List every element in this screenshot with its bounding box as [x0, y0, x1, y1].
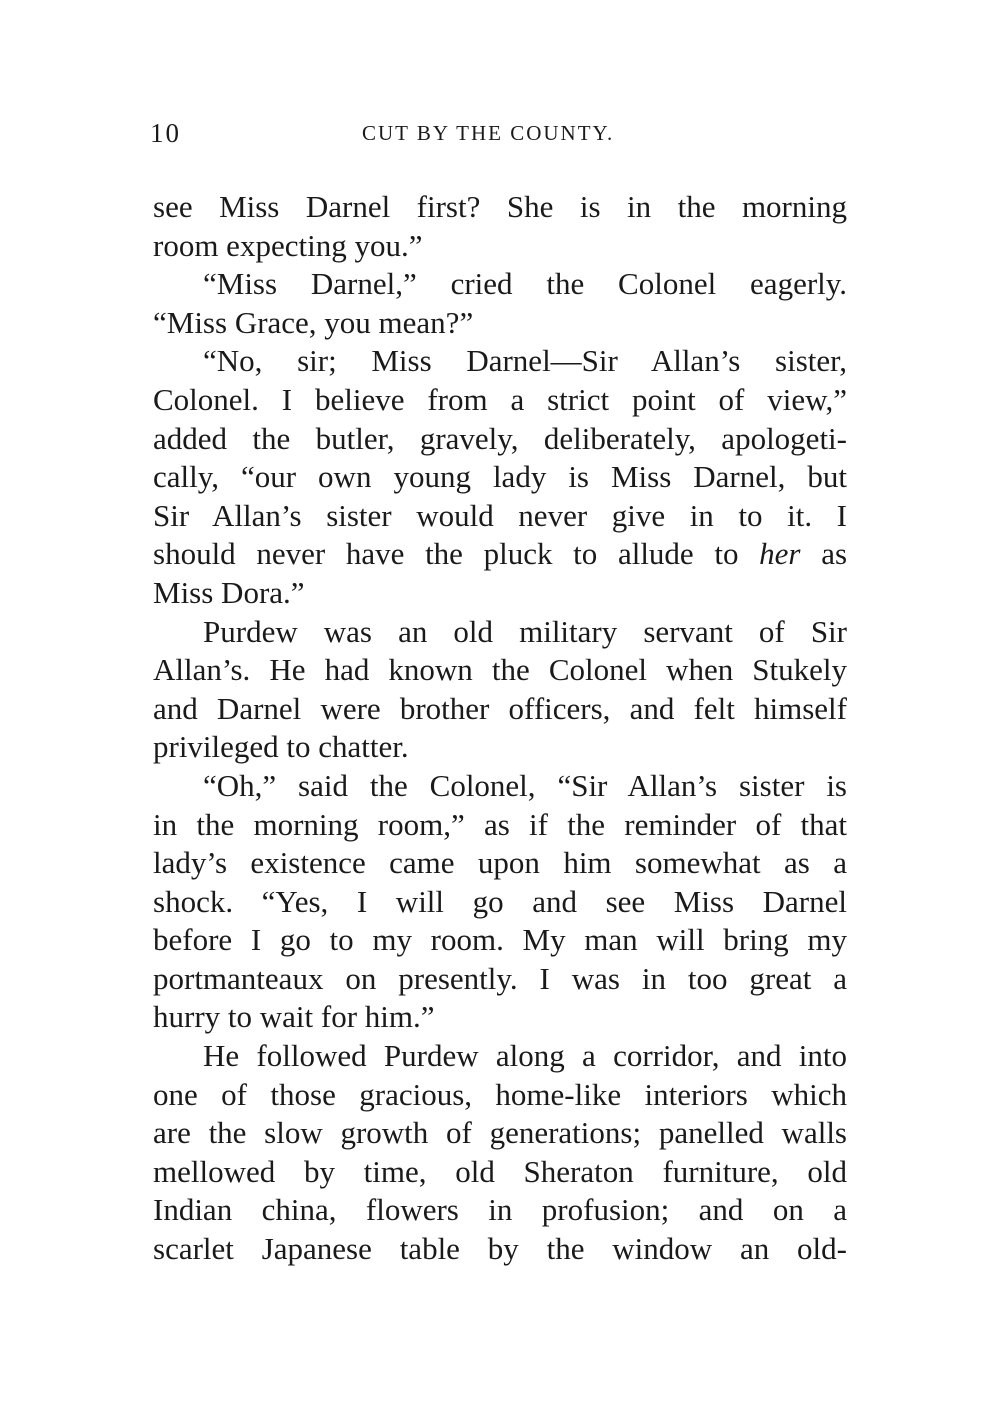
text-line: “No, sir; Miss Darnel—Sir Allan’s sister, [203, 343, 847, 379]
text-line: added the butler, gravely, deliberately, apologeti- [153, 420, 847, 456]
text-line: in the morning room,” as if the reminder of that [153, 806, 847, 842]
text-line: and Darnel were brother officers, and felt himself [153, 690, 847, 726]
text-line: shock. “Yes, I will go and see Miss Darnel [153, 883, 847, 919]
running-title: CUT BY THE COUNTY. [362, 121, 615, 145]
text-line: room expecting you.” [153, 227, 423, 263]
body-text [153, 188, 847, 1269]
text-line: “Miss Grace, you mean?” [153, 304, 474, 340]
text-line: Miss Dora.” [153, 574, 305, 610]
text-line: cally, “our own young lady is Miss Darnel, but [153, 459, 847, 495]
text-line: Allan’s. He had known the Colonel when Stukely [153, 652, 847, 688]
italic-word: her [759, 536, 801, 572]
text-line: Colonel. I believe from a strict point of view,” [153, 381, 847, 417]
text-line: see Miss Darnel first? She is in the morning [153, 189, 847, 224]
text-line: mellowed by time, old Sheraton furniture, old [153, 1153, 847, 1189]
text-line: before I go to my room. My man will bring my [153, 922, 847, 958]
text-line: privileged to chatter. [153, 729, 409, 765]
text-line: scarlet Japanese table by the window an old- [153, 1231, 847, 1267]
text-line: He followed Purdew along a corridor, and into [203, 1038, 847, 1074]
page-number: 10 [150, 118, 181, 148]
text-line: hurry to wait for him.” [153, 999, 435, 1035]
text-line: lady’s existence came upon him somewhat as a [153, 845, 847, 881]
text-line: one of those gracious, home-like interiors which [153, 1076, 847, 1112]
text-line: are the slow growth of generations; panelled walls [153, 1115, 847, 1151]
text-line-end: as [821, 536, 848, 572]
text-line-with-italic [153, 535, 847, 574]
text-line-start: should never have the pluck to allude to [153, 536, 739, 572]
text-line: “Miss Darnel,” cried the Colonel eagerly. [203, 266, 847, 302]
text-line: Sir Allan’s sister would never give in to it. I [153, 497, 847, 533]
text-line: “Oh,” said the Colonel, “Sir Allan’s sister is [203, 767, 847, 803]
text-line: Purdew was an old military servant of Sir [203, 613, 847, 649]
running-head [150, 118, 850, 154]
text-line: Indian china, flowers in profusion; and on a [153, 1192, 847, 1228]
text-line: portmanteaux on presently. I was in too great a [153, 960, 847, 996]
